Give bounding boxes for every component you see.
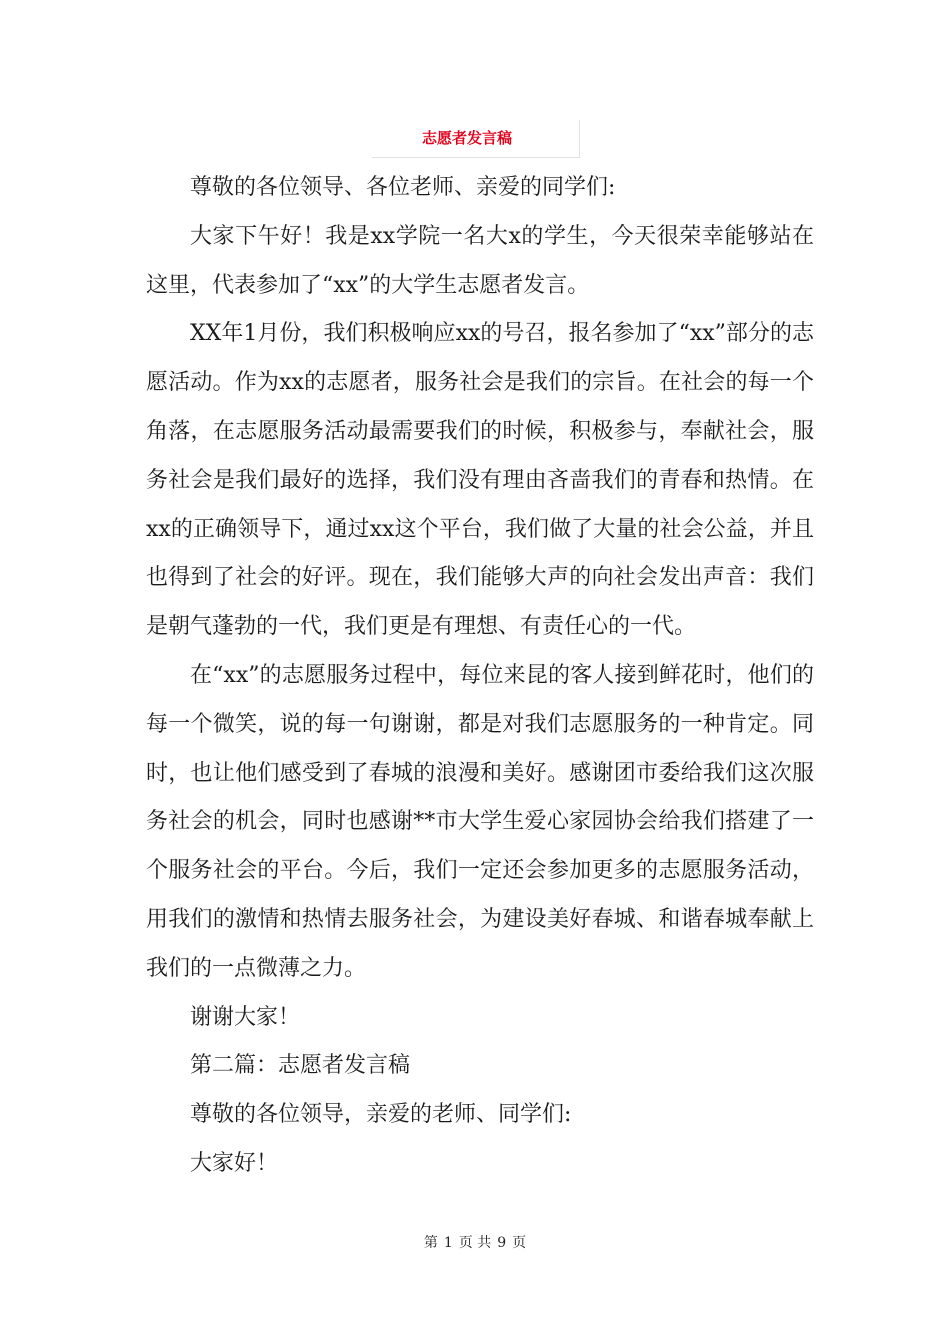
paragraph-service: 在“xx”的志愿服务过程中，每位来昆的客人接到鲜花时，他们的每一个微笑，说的每一句谢谢，都是对我们志愿服务的一种肯定。同时，也让他们感受到了春城的浪漫和美好。感谢团市委给我们这次服务社会的机会，同时也感谢**市大学生爱心家园协会给我们搭建了一个服务社会的平台。今后，我们一定还会参加更多的志愿服务活动，用我们的激情和热情去服务社会，为建设美好春城、和谐春城奉献上我们的一点微薄之力。 (146, 662, 814, 981)
document-body (146, 164, 814, 1189)
footer-total-pages: 9 (497, 1235, 507, 1251)
footer-middle: 页 共 (458, 1235, 492, 1251)
page-footer (0, 1233, 950, 1253)
paragraph-greeting-2: 大家好！ (190, 1150, 279, 1176)
salutation-2: 尊敬的各位领导，亲爱的老师、同学们: (190, 1102, 572, 1128)
footer-suffix: 页 (512, 1235, 527, 1251)
paragraph-activity: XX年1月份，我们积极响应xx的号召，报名参加了“xx”部分的志愿活动。作为xx的志愿者，服务社会是我们的宗旨。在社会的每一个角落，在志愿服务活动最需要我们的时候，积极参与，奉献社会，服务社会是我们最好的选择，我们没有理由吝啬我们的青春和热情。在xx的正确领导下，通过xx这个平台，我们做了大量的社会公益，并且也得到了社会的好评。现在，我们能够大声的向社会发出声音：我们是朝气蓬勃的一代，我们更是有理想、有责任心的一代。 (146, 321, 814, 640)
footer-prefix: 第 (423, 1235, 438, 1251)
footer-page-number: 1 (443, 1235, 453, 1251)
salutation: 尊敬的各位领导、各位老师、亲爱的同学们: (190, 175, 616, 200)
section-heading: 第二篇：志愿者发言稿 (190, 1053, 411, 1079)
paragraph-greeting: 大家下午好！我是xx学院一名大x的学生，今天很荣幸能够站在这里，代表参加了“xx”的大学生志愿者发言。 (146, 223, 814, 298)
paragraph-thanks: 谢谢大家！ (190, 1004, 301, 1030)
document-title: 志愿者发言稿 (421, 129, 512, 147)
